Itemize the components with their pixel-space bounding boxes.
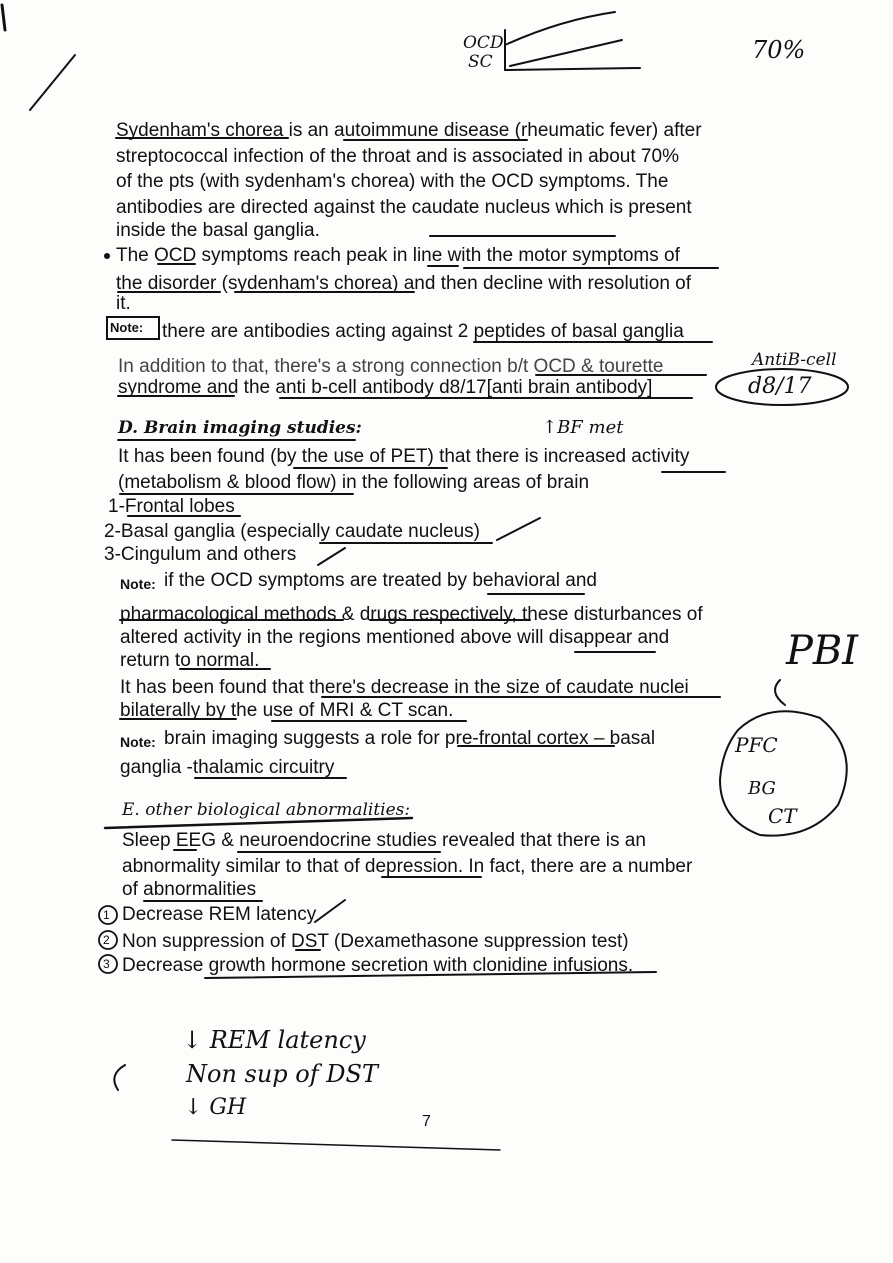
intro-line-3: of the pts (with sydenham's chorea) with the OCD symptoms. The: [116, 171, 669, 192]
intro-line-2: streptococcal infection of the throat and is associated in about 70%: [116, 146, 679, 167]
margin-note-anti-b-cell: AntiB-cell: [752, 350, 837, 370]
section-d-found-line-1: It has been found that there's decrease in the size of caudate nuclei: [120, 677, 689, 698]
section-e-item-3-num: 3: [103, 957, 110, 971]
note-line-3: syndrome and the anti b-cell antibody d8/17[anti brain antibody]: [118, 377, 653, 398]
section-d-found-line-2: bilaterally by the use of MRI & CT scan.: [120, 700, 454, 721]
bottom-note-dst: Non sup of DST: [186, 1060, 378, 1088]
section-e-item-2: Non suppression of DST (Dexamethasone suppression test): [122, 931, 629, 952]
section-d-line-2: (metabolism & blood flow) in the following areas of brain: [118, 472, 590, 493]
section-e-item-3: Decrease growth hormone secretion with clonidine infusions.: [122, 955, 634, 976]
page-number: 7: [422, 1113, 431, 1130]
margin-note-increase: ↑BF met: [542, 417, 624, 438]
bullet-line-1: The OCD symptoms reach peak in line with the motor symptoms of: [116, 245, 680, 266]
margin-note-percent: 70%: [752, 36, 806, 64]
margin-note-sc: SC: [468, 52, 493, 72]
bullet-line-3: it.: [116, 293, 131, 314]
note-label: Note:: [110, 320, 144, 335]
section-d-note-line-1: if the OCD symptoms are treated by behavioral and: [164, 570, 597, 591]
section-e-item-1: Decrease REM latency: [122, 904, 317, 925]
note-line-2: In addition to that, there's a strong connection b/t OCD & tourette: [118, 356, 664, 377]
section-d-item-3: 3-Cingulum and others: [104, 544, 297, 565]
section-d-note-line-4: return to normal.: [120, 650, 260, 671]
intro-line-1: Sydenham's chorea is an autoimmune disease (rheumatic fever) after: [116, 120, 702, 141]
section-d-item-2: 2-Basal ganglia (especially caudate nucleus): [104, 521, 481, 542]
section-e-item-1-num: 1: [103, 908, 110, 922]
section-d-note-label: Note:: [120, 576, 156, 592]
section-e-line-1: Sleep EEG & neuroendocrine studies revealed that there is an: [122, 830, 646, 851]
margin-note-d817: d8/17: [748, 374, 812, 399]
section-d-item-1: 1-Frontal lobes: [108, 496, 235, 517]
section-d-note-line-3: altered activity in the regions mentioned above will disappear and: [120, 627, 670, 648]
section-d-note-line-2: pharmacological methods & drugs respectively, these disturbances of: [120, 604, 703, 625]
section-e-item-2-num: 2: [103, 933, 110, 947]
note-line-1: there are antibodies acting against 2 peptides of basal ganglia: [162, 321, 684, 342]
intro-line-5: inside the basal ganglia.: [116, 220, 320, 241]
section-e-line-3: of abnormalities: [122, 879, 257, 900]
bottom-note-gh: ↓ GH: [184, 1095, 247, 1120]
section-e-heading: E. other biological abnormalities:: [122, 800, 411, 820]
section-d-note2-line-1: brain imaging suggests a role for pre-frontal cortex – basal: [164, 728, 656, 749]
section-d-line-1: It has been found (by the use of PET) that there is increased activity: [118, 446, 690, 467]
intro-line-4: antibodies are directed against the caudate nucleus which is present: [116, 197, 692, 218]
section-e-line-2: abnormality similar to that of depression. In fact, there are a number: [122, 856, 693, 877]
margin-note-pbi: PBI: [786, 628, 859, 674]
margin-note-bg: BG: [748, 778, 776, 799]
margin-note-ct: CT: [768, 804, 797, 828]
bottom-note-rem: ↓ REM latency: [182, 1026, 366, 1054]
section-d-heading: D. Brain imaging studies:: [118, 418, 362, 438]
margin-note-pfc: PFC: [735, 733, 778, 757]
section-d-note2-line-2: ganglia -thalamic circuitry: [120, 757, 335, 778]
section-d-note2-label: Note:: [120, 734, 156, 750]
bullet-line-2: the disorder (sydenham's chorea) and then decline with resolution of: [116, 273, 692, 294]
margin-note-ocd: OCD: [463, 33, 504, 53]
